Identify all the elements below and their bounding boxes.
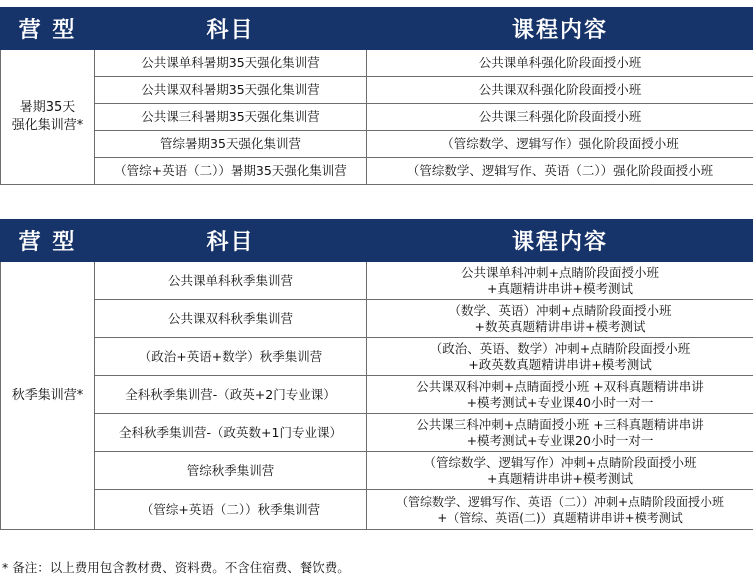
- content-line: （数学、英语）冲刺+点睛阶段面授小班: [448, 302, 672, 318]
- content-line: +模考测试+专业课40小时一对一: [466, 394, 654, 410]
- table-row: [1, 452, 753, 490]
- camp-type-cell: 暑期35天 强化集训营*: [1, 50, 95, 185]
- subject-cell: 全科秋季集训营-（政英+2门专业课）: [95, 376, 367, 414]
- subject-cell: 公共课三科暑期35天强化集训营: [95, 104, 367, 131]
- content-cell: [367, 490, 753, 530]
- header-type: 营 型: [1, 220, 95, 262]
- content-line: +模考测试+专业课20小时一对一: [466, 432, 654, 448]
- subject-cell: 公共课单科秋季集训营: [95, 262, 367, 300]
- content-cell: （管综数学、逻辑写作、英语（二））强化阶段面授小班: [367, 158, 753, 185]
- content-cell: （管综数学、逻辑写作）强化阶段面授小班: [367, 131, 753, 158]
- subject-cell: （管综+英语（二））秋季集训营: [95, 490, 367, 530]
- table-row: [1, 104, 753, 131]
- header-type: 营 型: [1, 8, 95, 50]
- content-cell: [367, 262, 753, 300]
- content-cell: [367, 452, 753, 490]
- summer-camp-table: [0, 7, 753, 185]
- subject-cell: 全科秋季集训营-（政英数+1门专业课）: [95, 414, 367, 452]
- table-row: [1, 158, 753, 185]
- table-row: [1, 376, 753, 414]
- autumn-camp-table: [0, 219, 753, 530]
- table-row: [1, 338, 753, 376]
- table-row: [1, 262, 753, 300]
- content-cell: 公共课单科强化阶段面授小班: [367, 50, 753, 77]
- table-row: [1, 77, 753, 104]
- content-line: （管综数学、逻辑写作、英语（二））冲刺+点睛阶段面授小班: [395, 494, 725, 509]
- camp-type-cell: 秋季集训营*: [1, 262, 95, 530]
- subject-cell: 公共课双科秋季集训营: [95, 300, 367, 338]
- table-row: [1, 490, 753, 530]
- content-line: 公共课双科冲刺+点睛面授小班 +双科真题精讲串讲: [416, 378, 704, 394]
- content-line: +（管综、英语(二)）真题精讲串讲+模考测试: [437, 510, 683, 525]
- content-line: 公共课单科冲刺+点睛阶段面授小班: [461, 264, 659, 280]
- content-line: +真题精讲串讲+模考测试: [487, 280, 633, 296]
- content-line: 公共课三科冲刺+点睛面授小班 +三科真题精讲串讲: [416, 416, 704, 432]
- content-line: （政治、英语、数学）冲刺+点睛阶段面授小班: [429, 340, 691, 356]
- table-row: [1, 50, 753, 77]
- table-row: [1, 414, 753, 452]
- header-subject: 科目: [95, 220, 367, 262]
- subject-cell: 公共课双科暑期35天强化集训营: [95, 77, 367, 104]
- table-row: [1, 131, 753, 158]
- content-cell: [367, 338, 753, 376]
- content-cell: [367, 376, 753, 414]
- content-line: （管综数学、逻辑写作）冲刺+点睛阶段面授小班: [423, 454, 697, 470]
- subject-cell: （管综+英语（二））暑期35天强化集训营: [95, 158, 367, 185]
- subject-cell: 管综秋季集训营: [95, 452, 367, 490]
- content-cell: 公共课三科强化阶段面授小班: [367, 104, 753, 131]
- header-subject: 科目: [95, 8, 367, 50]
- subject-cell: 公共课单科暑期35天强化集训营: [95, 50, 367, 77]
- content-cell: [367, 300, 753, 338]
- content-line: +政英数真题精讲串讲+模考测试: [468, 356, 652, 372]
- content-cell: [367, 414, 753, 452]
- table-row: [1, 300, 753, 338]
- footnote: * 备注：以上费用包含教材费、资料费。不含住宿费、餐饮费。: [2, 560, 350, 575]
- header-content: 课程内容: [367, 220, 753, 262]
- header-content: 课程内容: [367, 8, 753, 50]
- subject-cell: （政治+英语+数学）秋季集训营: [95, 338, 367, 376]
- subject-cell: 管综暑期35天强化集训营: [95, 131, 367, 158]
- content-line: +数英真题精讲串讲+模考测试: [474, 318, 646, 334]
- content-line: +真题精讲串讲+模考测试: [487, 470, 633, 486]
- content-cell: 公共课双科强化阶段面授小班: [367, 77, 753, 104]
